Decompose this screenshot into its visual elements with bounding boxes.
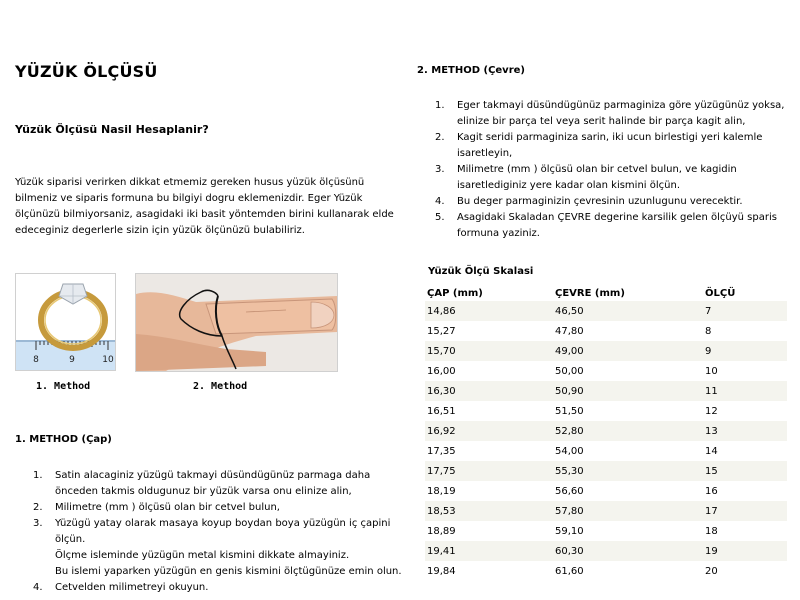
cevre-cell: 54,00: [555, 445, 584, 457]
ring-ruler-image: [15, 273, 116, 371]
list-item-text: Cetvelden milimetreyi okuyun.: [55, 582, 209, 593]
cevre-cell: 47,80: [555, 325, 584, 337]
olcu-cell: 12: [705, 405, 718, 417]
list-item-text: Eger takmayi düsündügünüz parmaginiza göre yüzügünüz yoksa, elinize bir parça tel veya serit halinde bir parça kagit alin,: [457, 100, 785, 127]
page-subtitle: Yüzük Ölçüsü Nasil Hesaplanir?: [15, 123, 209, 136]
ruler-label-10: 10: [102, 355, 114, 365]
cevre-cell: 46,50: [553, 301, 703, 321]
olcu-cell: 18: [705, 525, 718, 537]
cap-cell: 16,00: [427, 365, 456, 377]
cap-cell: 16,30: [425, 381, 553, 401]
list-item-note: Bu islemi yaparken yüzügün en genis kismini ölçtügünüze emin olun.: [55, 566, 402, 577]
cevre-cell: 57,80: [553, 501, 703, 521]
list-item: [417, 194, 792, 210]
page-title: YÜZÜK ÖLÇÜSÜ: [15, 62, 158, 81]
table-row: [425, 341, 787, 361]
cap-cell: 19,84: [427, 565, 456, 577]
table-row: [425, 421, 787, 441]
ring-illustration: [16, 274, 115, 370]
olcu-cell: 7: [703, 301, 787, 321]
list-item-text: Kagit seridi parmaginiza sarin, iki ucun birlestigi yeri kalemle isaretleyin,: [457, 132, 763, 159]
cap-cell: 19,41: [425, 541, 553, 561]
table-row: [425, 541, 787, 561]
cevre-cell: 51,50: [555, 405, 584, 417]
list-item-number: 3.: [33, 518, 43, 529]
olcu-cell: 17: [703, 501, 787, 521]
olcu-cell: 19: [703, 541, 787, 561]
olcu-cell: 20: [705, 565, 718, 577]
table-row: [425, 321, 787, 341]
table-row: [425, 441, 787, 461]
image-caption-1: 1. Method: [36, 381, 91, 392]
table-row: [425, 301, 787, 321]
header-cevre: ÇEVRE (mm): [555, 287, 625, 299]
olcu-cell: 14: [705, 445, 718, 457]
table-row: [425, 461, 787, 481]
list-item-text: Asagidaki Skaladan ÇEVRE degerine karsilik gelen ölçüyü sparis formuna yaziniz.: [457, 212, 777, 239]
cap-cell: 15,70: [425, 341, 553, 361]
list-item: [15, 468, 405, 500]
finger-thread-image: [135, 273, 338, 372]
cevre-cell: 52,80: [553, 421, 703, 441]
finger-illustration: [136, 274, 337, 371]
cap-cell: 16,51: [427, 405, 456, 417]
cevre-cell: 59,10: [555, 525, 584, 537]
list-item: [417, 210, 792, 242]
table-header-row: [425, 285, 787, 301]
list-item-number: 5.: [435, 212, 445, 223]
olcu-cell: 13: [703, 421, 787, 441]
cap-cell: 18,89: [427, 525, 456, 537]
cevre-cell: 49,00: [553, 341, 703, 361]
list-item: [417, 162, 792, 194]
list-item-text: Milimetre (mm ) ölçüsü olan bir cetvel bulun, ve kagidin isaretlediginiz yere kadar olan kismini ölçün.: [457, 164, 737, 191]
table-row: [425, 521, 787, 541]
method1-list: [15, 468, 405, 596]
table-row: [425, 381, 787, 401]
cap-cell: 18,19: [427, 485, 456, 497]
list-item-text: Milimetre (mm ) ölçüsü olan bir cetvel bulun,: [55, 502, 280, 513]
list-item-number: 3.: [435, 164, 445, 175]
list-item-number: 1.: [435, 100, 445, 111]
cevre-cell: 50,00: [555, 365, 584, 377]
olcu-cell: 8: [705, 325, 712, 337]
image-caption-2: 2. Method: [193, 381, 248, 392]
list-item-number: 4.: [33, 582, 43, 593]
olcu-cell: 9: [703, 341, 787, 361]
cap-cell: 18,53: [425, 501, 553, 521]
scale-title: Yüzük Ölçü Skalasi: [428, 266, 534, 277]
list-item-text: Yüzügü yatay olarak masaya koyup boydan boya yüzügün iç çapini ölçün.: [55, 518, 391, 545]
list-item-number: 2.: [435, 132, 445, 143]
list-item-number: 2.: [33, 502, 43, 513]
header-cap: ÇAP (mm): [427, 287, 483, 299]
table-row: [425, 401, 787, 421]
ruler-label-8: 8: [33, 355, 39, 365]
ring-size-table: [425, 285, 787, 581]
list-item: [417, 130, 792, 162]
method2-heading: 2. METHOD (Çevre): [417, 65, 525, 76]
method1-heading: 1. METHOD (Çap): [15, 434, 112, 445]
list-item-number: 1.: [33, 470, 43, 481]
cap-cell: 17,75: [425, 461, 553, 481]
list-item-text: Satin alacaginiz yüzügü takmayi düsündügünüz parmaga daha önceden takmis oldugunuz bir yüzük varsa onu elinize alin,: [55, 470, 371, 497]
method2-list: [417, 98, 792, 242]
cevre-cell: 56,60: [555, 485, 584, 497]
cevre-cell: 50,90: [553, 381, 703, 401]
header-olcu: ÖLÇÜ: [705, 287, 736, 299]
list-item: [15, 500, 405, 516]
cevre-cell: 60,30: [553, 541, 703, 561]
list-item-number: 4.: [435, 196, 445, 207]
table-row: [425, 561, 787, 581]
cevre-cell: 61,60: [555, 565, 584, 577]
list-item-note: Ölçme isleminde yüzügün metal kismini dikkate almayiniz.: [55, 550, 350, 561]
ruler-label-9: 9: [69, 355, 75, 365]
list-item-text: Bu deger parmaginizin çevresinin uzunlugunu verecektir.: [457, 196, 743, 207]
table-row: [425, 501, 787, 521]
olcu-cell: 16: [705, 485, 718, 497]
cap-cell: 17,35: [427, 445, 456, 457]
cevre-cell: 55,30: [553, 461, 703, 481]
list-item: [15, 516, 405, 580]
list-item: [417, 98, 792, 130]
cap-cell: 14,86: [425, 301, 553, 321]
olcu-cell: 15: [703, 461, 787, 481]
list-item: [15, 580, 405, 596]
table-row: [425, 481, 787, 501]
olcu-cell: 11: [703, 381, 787, 401]
cap-cell: 16,92: [425, 421, 553, 441]
cap-cell: 15,27: [427, 325, 456, 337]
olcu-cell: 10: [705, 365, 718, 377]
table-row: [425, 361, 787, 381]
intro-paragraph: Yüzük siparisi verirken dikkat etmemiz gereken husus yüzük ölçüsünü bilmeniz ve siparis formuna bu bilgiyi dogru eklemenizdir. Eger Yüzük ölçünüzü bilmiyorsaniz, asagidaki iki basit yöntemden birini kullanarak elde edeceginiz degerlerle sizin için yüzük ölçünüzü bulabiliriz.: [15, 177, 394, 236]
